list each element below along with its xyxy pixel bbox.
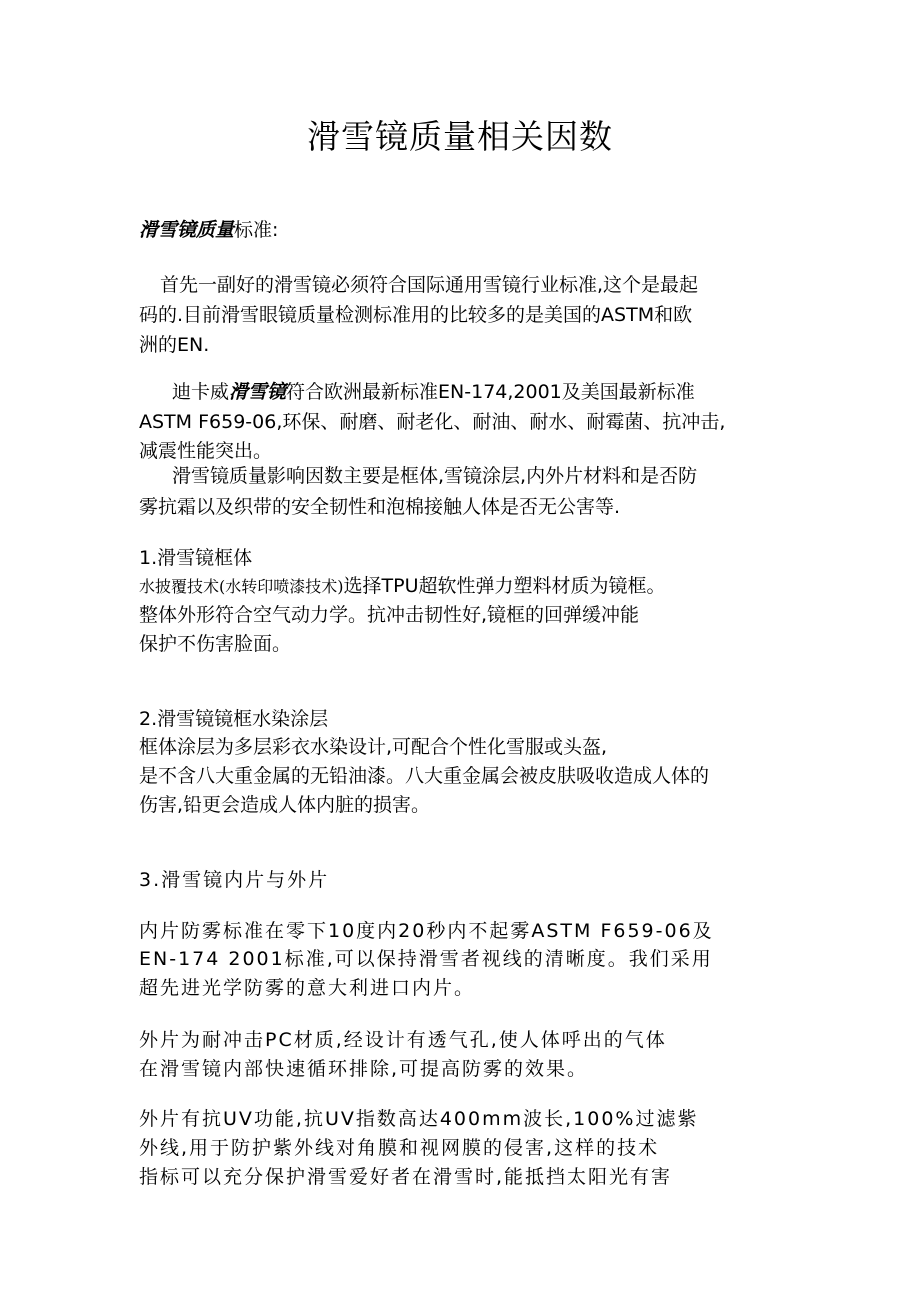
p2-line: ASTM F659-06,环保、耐磨、耐老化、耐油、耐水、耐霉菌、抗冲击, — [139, 411, 726, 433]
section-1-line: 保护不伤害脸面。 — [139, 633, 292, 655]
p2-line: 减震性能突出。 — [139, 440, 273, 462]
section-3-para3-line: 外片有抗UV功能,抗UV指数高达400mm波长,100%过滤紫 — [139, 1108, 699, 1130]
intro-heading-emphasis: 滑雪镜质量 — [139, 219, 235, 241]
p3-line: 滑雪镜质量影响因数主要是框体,雪镜涂层,内外片材料和是否防 — [172, 465, 698, 487]
p2-suffix: 符合欧洲最新标准EN-174,2001及美国最新标准 — [286, 381, 695, 403]
section-2-heading: 2.滑雪镜镜框水染涂层 — [139, 708, 329, 730]
section-2-line: 伤害,铅更会造成人体内脏的损害。 — [139, 794, 431, 816]
section-3-para3-line: 外线,用于防护紫外线对角膜和视网膜的侵害,这样的技术 — [139, 1137, 660, 1159]
section-3-heading: 3.滑雪镜内片与外片 — [139, 869, 330, 891]
section-3-para1-line: EN-174 2001标准,可以保持滑雪者视线的清晰度。我们采用 — [139, 948, 713, 970]
p3-line: 雾抗霜以及织带的安全韧性和泡棉接触人体是否无公害等. — [139, 496, 621, 518]
section-2-line: 是不含八大重金属的无铅油漆。八大重金属会被皮肤吸收造成人体的 — [139, 765, 710, 787]
intro-heading-rest: 标准: — [234, 219, 279, 241]
section-1-line — [139, 573, 665, 600]
section-2-line: 框体涂层为多层彩衣水染设计,可配合个性化雪服或头盔, — [139, 736, 608, 758]
p1-line: 首先一副好的滑雪镜必须符合国际通用雪镜行业标准,这个是最起 — [160, 274, 699, 296]
section-3-para3-line: 指标可以充分保护滑雪爱好者在滑雪时,能抵挡太阳光有害 — [139, 1166, 673, 1188]
section-3-para1-line: 超先进光学防雾的意大利进口内片。 — [139, 977, 476, 999]
section-1-line: 整体外形符合空气动力学。抗冲击韧性好,镜框的回弹缓冲能 — [139, 604, 640, 626]
section-1-heading: 1.滑雪镜框体 — [139, 547, 253, 569]
p2-line — [172, 379, 695, 405]
page-title: 滑雪镜质量相关因数 — [307, 117, 613, 156]
p2-prefix: 迪卡威 — [172, 381, 230, 403]
section-3-para2-line: 外片为耐冲击PC材质,经设计有透气孔,使人体呼出的气体 — [139, 1029, 667, 1051]
p1-line: 码的.目前滑雪眼镜质量检测标准用的比较多的是美国的ASTM和欧 — [139, 304, 693, 326]
p2-emphasis: 滑雪镜 — [229, 381, 287, 403]
section-1-line1-rest: 选择TPU超软性弹力塑料材质为镜框。 — [343, 575, 666, 597]
p1-line: 洲的EN. — [139, 334, 210, 356]
intro-heading — [139, 217, 278, 243]
section-1-small-text: 水披覆技术(水转印喷漆技术) — [139, 577, 344, 596]
section-3-para1-line: 内片防雾标准在零下10度内20秒内不起雾ASTM F659-06及 — [139, 920, 714, 942]
section-3-para2-line: 在滑雪镜内部快速循环排除,可提高防雾的效果。 — [139, 1058, 589, 1080]
